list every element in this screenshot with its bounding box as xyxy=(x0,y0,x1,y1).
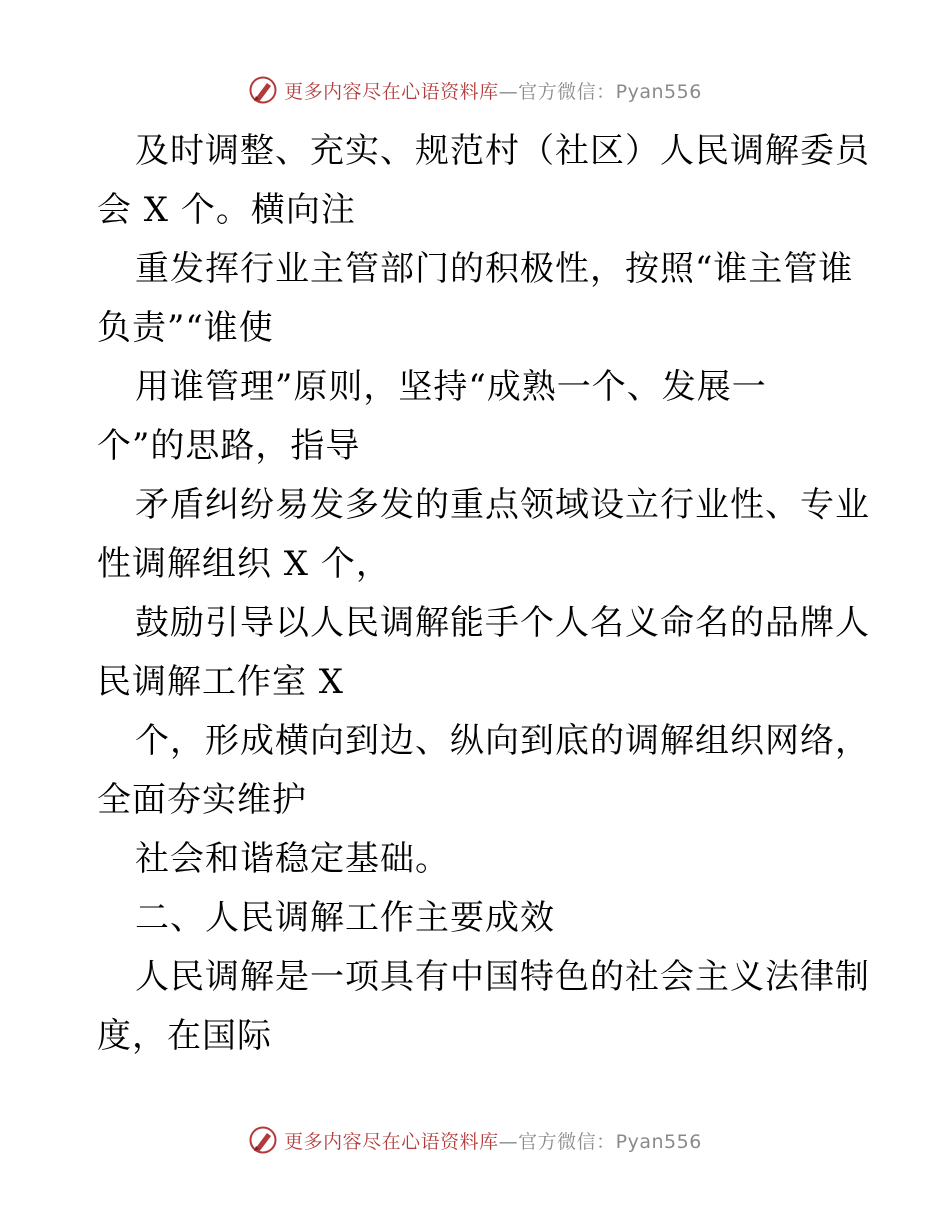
document-body xyxy=(97,122,870,1066)
body-line: 会 X 个。横向注 xyxy=(97,190,356,230)
footer-dash: — xyxy=(498,1130,519,1153)
footer-banner xyxy=(0,1120,950,1160)
body-line: 民调解工作室 X xyxy=(97,662,345,702)
body-line: 个”的思路，指导 xyxy=(97,426,361,466)
header-text xyxy=(284,77,702,104)
body-line: 人民调解是一项具有中国特色的社会主义法律制 xyxy=(135,957,870,997)
body-line: 度，在国际 xyxy=(97,1016,272,1056)
footer-text xyxy=(284,1127,702,1154)
body-line: 重发挥行业主管部门的积极性，按照“谁主管谁 xyxy=(135,249,854,289)
body-line: 全面夯实维护 xyxy=(97,780,307,820)
header-banner xyxy=(0,70,950,110)
body-line: 用谁管理”原则，坚持“成熟一个、发展一 xyxy=(135,367,767,407)
body-line: 负责”“谁使 xyxy=(97,308,274,348)
header-dash: — xyxy=(498,80,519,103)
pen-logo-icon xyxy=(248,1125,278,1155)
body-line: 个，形成横向到边、纵向到底的调解组织网络， xyxy=(135,721,870,761)
footer-site-text: 更多内容尽在心语资料库 xyxy=(284,1130,499,1153)
footer-wechat-text: 官方微信：Pyan556 xyxy=(518,1130,702,1153)
body-line: 矛盾纠纷易发多发的重点领域设立行业性、专业 xyxy=(135,485,870,525)
body-line: 社会和谐稳定基础。 xyxy=(135,839,450,879)
header-wechat-text: 官方微信：Pyan556 xyxy=(518,80,702,103)
pen-logo-icon xyxy=(248,75,278,105)
body-line: 及时调整、充实、规范村（社区）人民调解委员 xyxy=(135,131,870,171)
section-heading: 二、人民调解工作主要成效 xyxy=(135,898,555,938)
body-line: 性调解组织 X 个， xyxy=(97,544,391,584)
body-line: 鼓励引导以人民调解能手个人名义命名的品牌人 xyxy=(135,603,870,643)
header-site-text: 更多内容尽在心语资料库 xyxy=(284,80,499,103)
